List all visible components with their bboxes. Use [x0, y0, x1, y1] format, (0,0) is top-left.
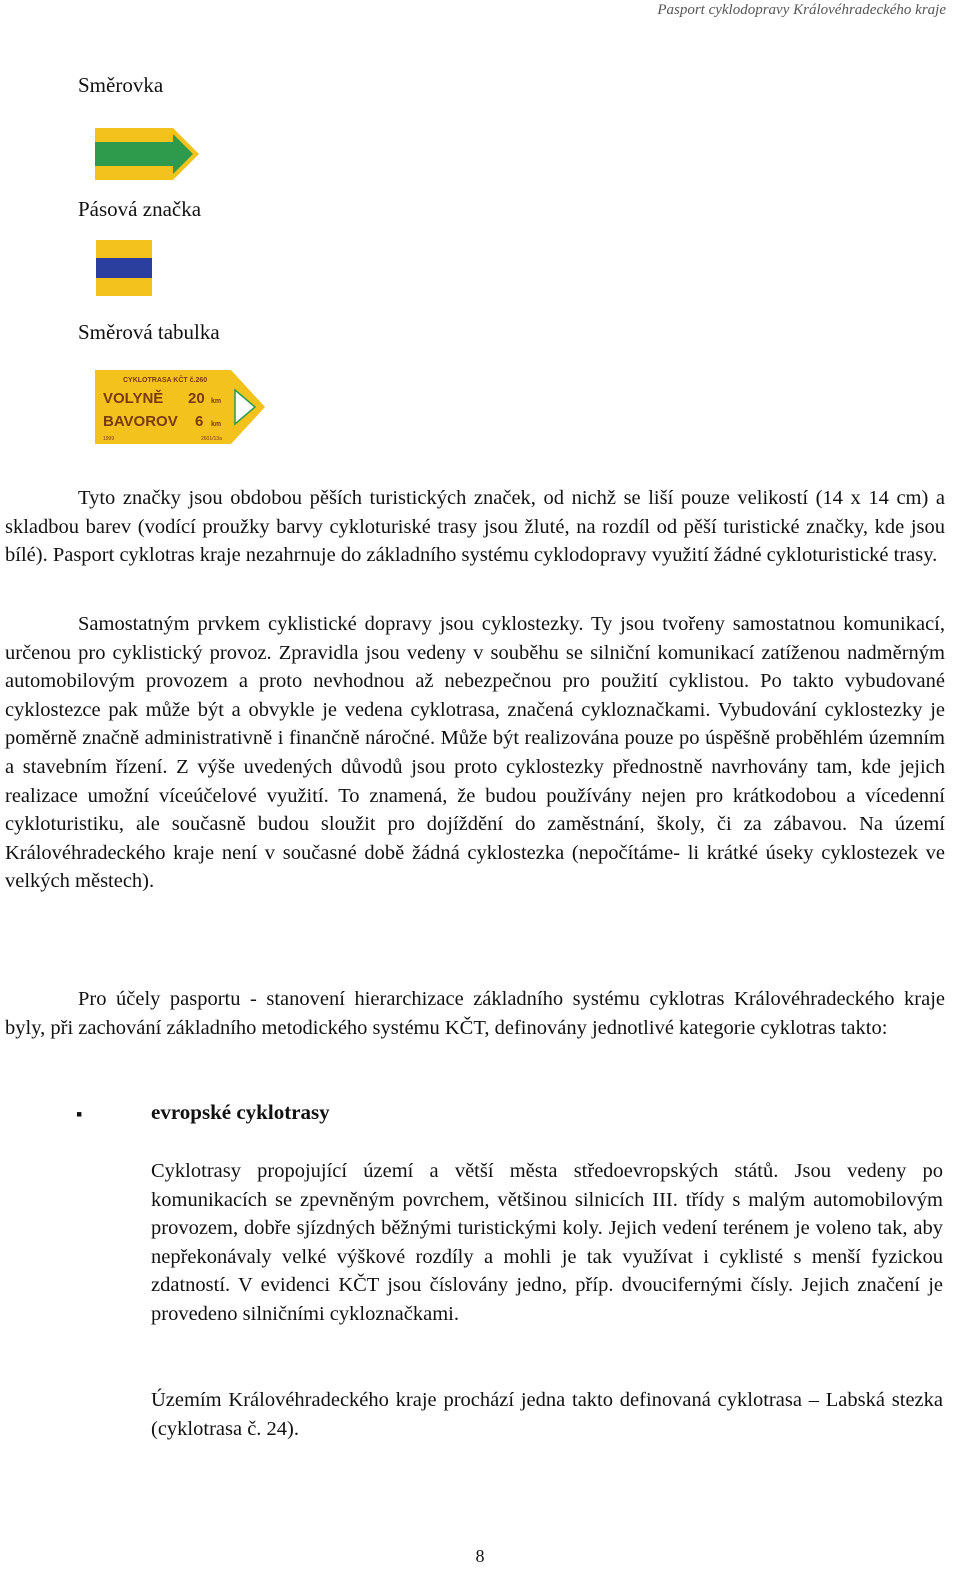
smerovka-arrow-sign [95, 126, 201, 182]
table-sign-year: 1999 [103, 436, 115, 442]
bullet-title-evropske-cyklotrasy: evropské cyklotrasy [151, 1100, 330, 1124]
table-sign-dist-2: 6 [195, 413, 204, 430]
smerovka-caption: Směrovka [78, 73, 164, 97]
table-sign-unit-2: km [211, 421, 222, 428]
bullet-body-description: Cyklotrasy propojující území a větší města středoevropských států. Jsou vedeny po komunikacích se zpevněným povrchem, většinou silnicích III. třídy s malým automobilovým provozem, dobře sjízdných běžnými turistickými koly. Jejich vedení terénem je voleno tak, aby nepřekonávaly velké výškové rozdíly a mohli je tak využívat i cyklisté s menší fyzickou zdatností. V evidenci KČT jsou číslovány jedno, příp. dvoucifernými čísly. Jejich značení je provedeno silničními cykloznačkami. [151, 1160, 943, 1325]
page-header: Pasport cyklodopravy Královéhradeckého kraje [657, 2, 946, 18]
page-number: 8 [475, 1546, 485, 1566]
pasova-znacka-sign [96, 240, 152, 296]
table-sign-dist-1: 20 [188, 390, 205, 407]
tabulka-caption: Směrová tabulka [78, 320, 220, 344]
table-sign-unit-1: km [211, 398, 222, 405]
paragraph-cyklostezky: Samostatným prvkem cyklistické dopravy jsou cyklostezky. Ty jsou tvořeny samostatnou komunikací, určenou pro cyklistický provoz. Zpravidla jsou vedeny v souběhu se silniční komunikací zatíženou nadměrným automobilovým provozem a proto nevhodnou až nebezpečnou pro použití cyklistou. Po takto vybudované cyklostezce pak může být a obvykle je vedena cyklotrasa, značená cykloznačkami. Vybudování cyklostezky je poměrně značně administrativně i finančně náročné. Může být realizována pouze po úspěšně proběhlém územním a stavebním řízení. Z výše uvedených důvodů jsou proto cyklostezky přednostně navrhovány tam, kde jejich realizace umožní víceúčelové využití. To znamená, že budou používány nejen pro krátkodobou a vícedenní cykloturistiku, ale současně budou sloužit pro dojíždění do zaměstnání, školy, či za zábavou. Na území Královéhradeckého kraje není v současné době žádná cyklostezka (nepočítáme- li krátké úseky cyklostezek ve velkých městech). [5, 613, 945, 893]
bullet-square: ▪ [76, 1104, 83, 1124]
band-blue-stripe [96, 258, 152, 278]
smerova-tabulka-sign [95, 368, 267, 446]
table-sign-top-text: CYKLOTRASA KČT č.260 [123, 377, 208, 384]
paragraph-kategorie: Pro účely pasportu - stanovení hierarchizace základního systému cyklotras Královéhradeckého kraje byly, při zachování základního metodického systému KČT, definovány jednotlivé kategorie cyklotras takto: [5, 988, 945, 1039]
table-sign-code: 2601/13a [201, 436, 222, 442]
pasova-caption: Pásová značka [78, 197, 202, 221]
paragraph-znacky: Tyto značky jsou obdobou pěších turistických značek, od nichž se liší pouze velikostí (14 x 14 cm) a skladbou barev (vodící proužky barvy cykloturiské trasy jsou žluté, na rozdíl od pěší turistické značky, kde jsou bílé). Pasport cyklotras kraje nezahrnuje do základního systému cyklodopravy využití žádné cykloturistické trasy. [5, 487, 945, 567]
table-sign-place-2: BAVOROV [103, 413, 178, 430]
bullet-body-labska-stezka: Územím Královéhradeckého kraje prochází jedna takto definovaná cyklotrasa – Labská stezka (cyklotrasa č. 24). [151, 1389, 943, 1440]
table-sign-place-1: VOLYNĚ [103, 390, 164, 407]
